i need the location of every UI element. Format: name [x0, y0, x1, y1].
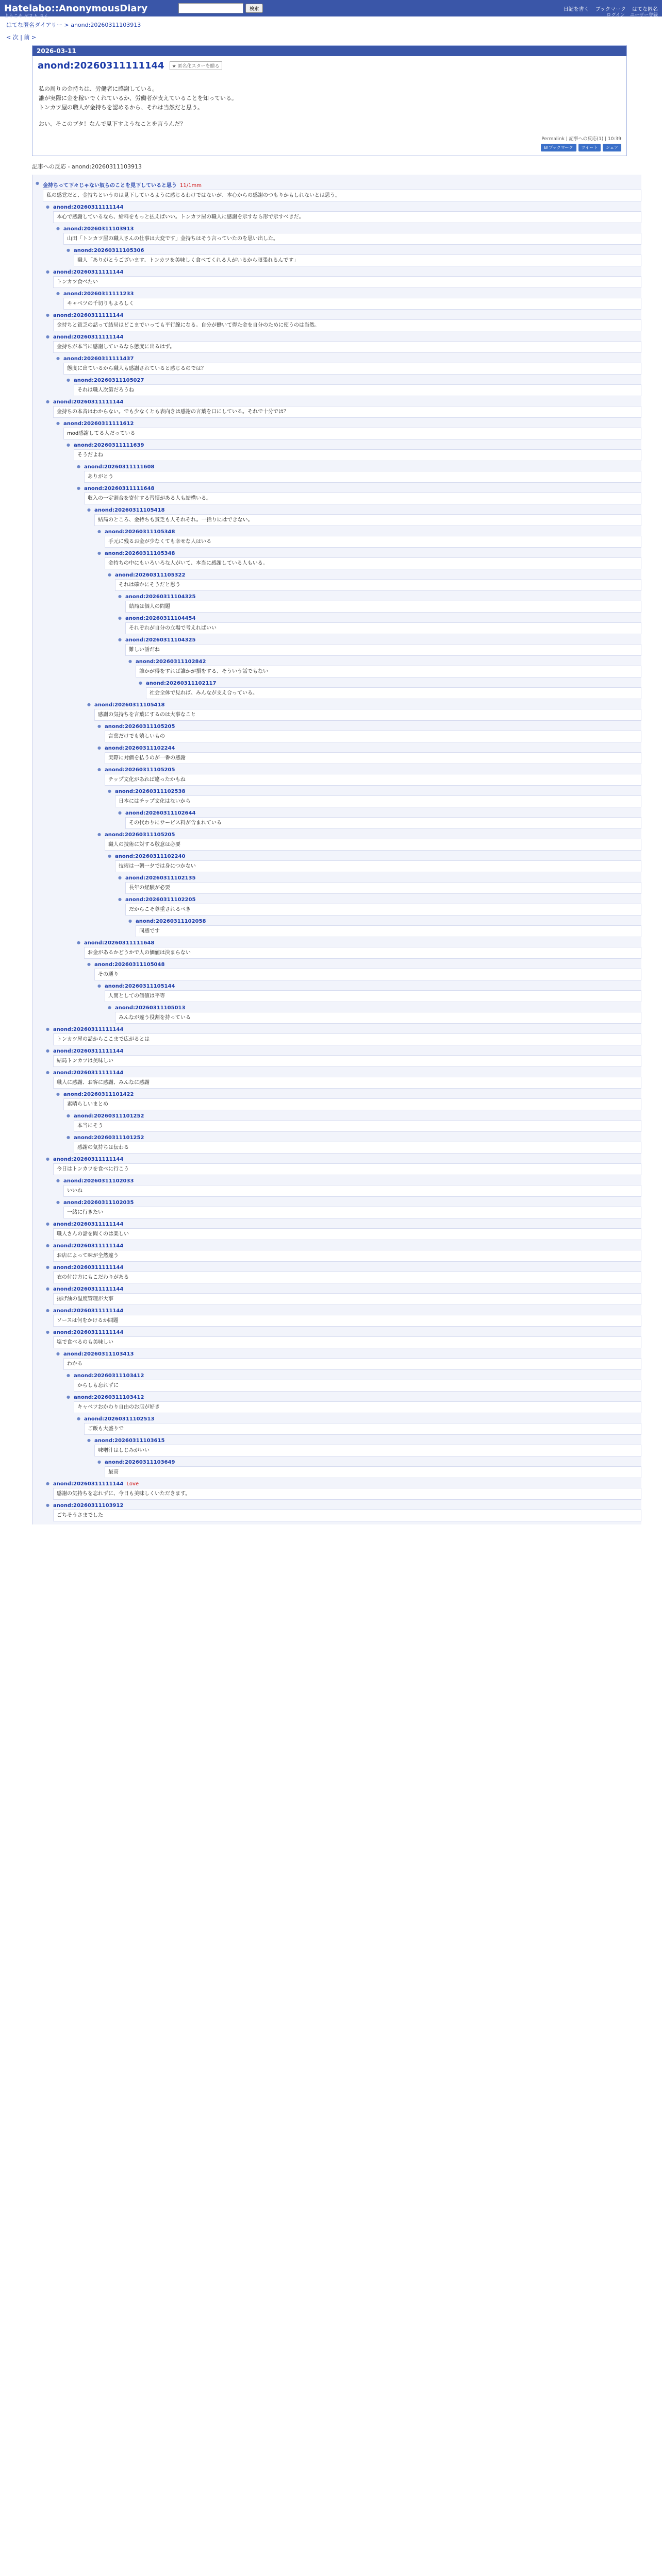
comment-header: [53, 1157, 641, 1162]
entry-body: [32, 75, 626, 134]
search-input[interactable]: [178, 3, 243, 13]
comment-id-link[interactable]: anond:20260311102240: [115, 854, 186, 859]
comment-id-link[interactable]: anond:20260311105322: [115, 572, 186, 578]
comment-header: [63, 421, 641, 427]
comment-body: 長年の経験が必要: [125, 882, 641, 894]
comment-id-link[interactable]: anond:20260311111144: [53, 1157, 124, 1162]
comment-body: 本当にそう: [74, 1120, 641, 1132]
account-links: [606, 11, 658, 18]
comment-body: 実際に対価を払うのが一番の感謝: [105, 752, 641, 764]
comment-id-link[interactable]: 金持ちって下々じゃない奴らのことを見下していると思う: [43, 183, 177, 189]
comment-id-link[interactable]: anond:20260311104325: [125, 594, 196, 600]
comment-body: 最高: [105, 1466, 641, 1478]
comment-item: [94, 832, 641, 851]
top-link-1[interactable]: ブックマーク: [595, 6, 626, 12]
comment-header: [63, 1092, 641, 1097]
entry-line: おい、そこのブタ！なんで見下すようなことを言うんだ？: [39, 121, 186, 127]
comment-body: それぞれが自分の立場で考えればいい: [125, 622, 641, 634]
site-logo[interactable]: Hatelabo::AnonymousDiary: [4, 3, 148, 14]
comment-id-link[interactable]: anond:20260311111437: [63, 356, 134, 362]
comment-id-link[interactable]: anond:20260311102842: [136, 659, 206, 665]
comment-item: [43, 1265, 641, 1283]
comment-item: [94, 1460, 641, 1478]
comment-id-link[interactable]: anond:20260311105348: [105, 551, 175, 556]
comment-badge: Love: [126, 1481, 139, 1487]
comment-item: [125, 919, 641, 937]
comment-id-link[interactable]: anond:20260311111144: [53, 1308, 124, 1314]
comment-header: [74, 1113, 641, 1119]
comment-body: 態度に出ているから職人も感謝されていると感じるのでは？: [63, 363, 641, 375]
comment-body: 職人さんの話を聞くのは楽しい: [53, 1228, 641, 1240]
comment-body: 今日はトンカツを食べに行こう: [53, 1163, 641, 1175]
comment-item: [43, 269, 641, 288]
comment-header: [53, 1308, 641, 1314]
entry-line: トンカツ屋の職人が金持ちを認めるから、それは当然だと思う。: [39, 104, 203, 111]
reactions-heading: 記事への反応 - anond:20260311103913: [32, 163, 142, 170]
comment-header: [63, 1178, 641, 1184]
comment-header: [105, 551, 641, 556]
search-button[interactable]: 検索: [245, 4, 263, 13]
comment-item: [43, 205, 641, 223]
comment-id-link[interactable]: anond:20260311111144: [53, 1243, 124, 1249]
comment-id-link[interactable]: anond:20260311101422: [63, 1092, 134, 1097]
comment-body: mod感謝してる人だっている: [63, 428, 641, 439]
comment-id-link[interactable]: anond:20260311102135: [125, 875, 196, 881]
top-link-0[interactable]: 日記を書く: [563, 6, 589, 12]
bookmark-share-button[interactable]: B!ブックマーク: [541, 144, 576, 151]
comment-header: [63, 356, 641, 362]
comment-header: [53, 1481, 641, 1487]
comment-body: 感謝の気持ちを忘れずに、今日も美味しくいただきます。: [53, 1488, 641, 1500]
comment-header: [53, 399, 641, 405]
comment-id-link[interactable]: anond:20260311111612: [63, 421, 134, 427]
facebook-share-button[interactable]: シェア: [603, 144, 621, 151]
comment-body: お金があるかどうかで人の価値は決まらない: [84, 947, 641, 959]
comment-id-link[interactable]: anond:20260311111144: [53, 1027, 124, 1032]
comment-id-link[interactable]: anond:20260311111648: [84, 940, 155, 946]
comment-id-link[interactable]: anond:20260311105205: [105, 832, 175, 838]
comment-header: [53, 1503, 641, 1509]
comment-body: その通り: [94, 969, 641, 980]
comment-header: [53, 1243, 641, 1249]
comment-header: [84, 486, 641, 492]
comment-item: [43, 1070, 641, 1089]
comment-item: [63, 1373, 641, 1392]
comment-body: ご飯も大盛りで: [84, 1423, 641, 1435]
comment-header: [53, 334, 641, 340]
comment-body: 衣の付け方にもこだわりがある: [53, 1272, 641, 1283]
comment-body: ありがとう: [84, 471, 641, 483]
comment-body: 同感です: [136, 925, 641, 937]
comment-body: 感謝の気持ちを言葉にするのは大事なこと: [94, 709, 641, 721]
comment-id-link[interactable]: anond:20260311105048: [94, 962, 165, 968]
comment-item: [105, 572, 641, 591]
comment-id-link[interactable]: anond:20260311105348: [105, 529, 175, 535]
breadcrumb[interactable]: はてな匿名ダイアリー > anond:20260311103913: [6, 22, 141, 28]
comment-header: [53, 205, 641, 210]
comment-body: 塩で食べるのも美味しい: [53, 1336, 641, 1348]
comment-header: [115, 789, 641, 794]
comment-header: [115, 854, 641, 859]
comment-header: [125, 637, 641, 643]
comment-id-link[interactable]: anond:20260311104325: [125, 637, 196, 643]
comment-header: [84, 940, 641, 946]
comment-body: 結局は個人の問題: [125, 601, 641, 613]
star-button[interactable]: ★ 匿名化スターを贈る: [170, 61, 222, 70]
comment-id-link[interactable]: anond:20260311102058: [136, 919, 206, 924]
comment-item: [74, 1416, 641, 1435]
comment-id-link[interactable]: anond:20260311111144: [53, 1330, 124, 1335]
entry-line: 誰が実際に金を稼いでくれているか、労働者が支えていることを知っている。: [39, 95, 237, 101]
comment-item: [53, 291, 641, 310]
comment-body: 収入の一定割合を寄付する習慣がある人も結構いる。: [84, 493, 641, 504]
comment-body: いいね: [63, 1185, 641, 1197]
comment-body: 手元に残るお金が少なくても幸せな人はいる: [105, 536, 641, 548]
comment-id-link[interactable]: anond:20260311105418: [94, 702, 165, 708]
comment-item: [115, 810, 641, 829]
comment-body: 金持ちが本当に感謝しているなら態度に出るはず。: [53, 341, 641, 353]
comment-body: ごちそうさまでした: [53, 1510, 641, 1521]
comment-item: [53, 1200, 641, 1218]
comment-id-link[interactable]: anond:20260311111639: [74, 443, 144, 448]
comment-body: だからこそ尊重されるべき: [125, 904, 641, 916]
comment-item: [43, 1330, 641, 1348]
entry-date: 2026-03-11: [32, 46, 626, 56]
comment-id-link[interactable]: anond:20260311111144: [53, 399, 124, 405]
comment-body: キャベツおかわり自由のお店が好き: [74, 1401, 641, 1413]
comment-item: [43, 1286, 641, 1305]
comment-item: [43, 334, 641, 353]
comment-body: ソースは何をかけるか問題: [53, 1315, 641, 1327]
entry: [32, 45, 627, 156]
comment-body: 素晴らしいまとめ: [63, 1098, 641, 1110]
comment-body: それは確かにそうだと思う: [115, 579, 641, 591]
signup-link[interactable]: ユーザー登録: [630, 13, 658, 18]
comment-id-link[interactable]: anond:20260311111144: [53, 1048, 124, 1054]
comment-id-link[interactable]: anond:20260311105306: [74, 248, 144, 253]
comment-item: [105, 1005, 641, 1024]
comment-body: 金持ちと貧乏の話って結局はどこまでいっても平行線になる。自分が働いて得た金を自分のために使うのは当然。: [53, 319, 641, 331]
comment-body: チップ文化があれば違ったかもね: [105, 774, 641, 786]
comment-id-link[interactable]: anond:20260311111144: [53, 1481, 124, 1487]
comment-header: [43, 181, 641, 189]
comment-body: 結局トンカツは美味しい: [53, 1055, 641, 1067]
comment-header: [63, 1351, 641, 1357]
comment-header: [136, 919, 641, 924]
comment-body: トンカツ屋の話からここまで広がるとは: [53, 1033, 641, 1045]
comment-header: [125, 616, 641, 621]
comment-id-link[interactable]: anond:20260311105205: [105, 724, 175, 730]
welcome-text: ようこそ ゲスト さん: [4, 14, 49, 19]
comment-id-link[interactable]: anond:20260311103912: [53, 1503, 124, 1509]
comment-body: 職人の技術に対する敬意は必要: [105, 839, 641, 851]
comment-body: 味噌汁はしじみがいい: [94, 1445, 641, 1456]
comment-header: [53, 1330, 641, 1335]
comment-item: [74, 486, 641, 504]
comment-body: お店によって味が全然違う: [53, 1250, 641, 1262]
comment-header: [63, 291, 641, 297]
comment-id-link[interactable]: anond:20260311111144: [53, 1070, 124, 1076]
comment-id-link[interactable]: anond:20260311103615: [94, 1438, 165, 1444]
entry-line: 私の周りの金持ちは、労働者に感謝している。: [39, 86, 158, 92]
entry-title[interactable]: anond:20260311111144: [38, 60, 164, 71]
comment-id-link[interactable]: anond:20260311111144: [53, 1265, 124, 1270]
comment-item: [74, 464, 641, 483]
comment-body: トンカツ食べたい: [53, 276, 641, 288]
comment-body: 私の感覚だと、金持ちというのは見下しているように感じるわけではないが、本心からの感謝のつもりかもしれないとは思う。: [43, 190, 641, 201]
comment-item: [115, 616, 641, 634]
comment-header: [146, 681, 641, 686]
comment-body: わかる: [63, 1358, 641, 1370]
comment-item: [53, 226, 641, 245]
comment-thread: [32, 175, 641, 1524]
comment-header: [53, 269, 641, 275]
comment-item: [74, 940, 641, 959]
comment-header: [105, 767, 641, 773]
comment-item: [63, 1395, 641, 1413]
comment-item: [63, 1113, 641, 1132]
comment-body: 職人「ありがとうございます。トンカツを美味しく食べてくれる人がいるから頑張れるんです」: [74, 255, 641, 266]
comment-item: [115, 897, 641, 916]
comment-item: [84, 962, 641, 980]
comment-item: [43, 1243, 641, 1262]
comment-header: [63, 226, 641, 232]
comment-item: [105, 854, 641, 872]
comment-id-link[interactable]: anond:20260311105013: [115, 1005, 186, 1011]
comment-id-link[interactable]: anond:20260311105418: [94, 507, 165, 513]
comment-body: みんなが違う役割を持っている: [115, 1012, 641, 1024]
login-link[interactable]: ログイン: [606, 13, 625, 18]
comment-item: [84, 1438, 641, 1456]
comment-header: [125, 897, 641, 903]
comment-item: [94, 724, 641, 742]
comment-item: [43, 1027, 641, 1045]
comment-header: [105, 724, 641, 730]
comment-item: [63, 1135, 641, 1154]
comment-id-link[interactable]: anond:20260311111144: [53, 313, 124, 318]
comment-header: [74, 443, 641, 448]
comment-item: [63, 378, 641, 396]
comment-item: [43, 1503, 641, 1521]
entry-title-row: [32, 56, 626, 75]
comment-id-link[interactable]: anond:20260311102538: [115, 789, 186, 794]
comment-id-link[interactable]: anond:20260311111608: [84, 464, 155, 470]
comment-header: [125, 875, 641, 881]
comment-item: [43, 1308, 641, 1327]
comment-body: 技術は一朝一夕では身につかない: [115, 860, 641, 872]
comment-body: 言葉だけでも嬉しいもの: [105, 731, 641, 742]
comment-item: [53, 1351, 641, 1370]
search-area: [178, 3, 263, 13]
comment-header: [94, 962, 641, 968]
comment-header: [84, 464, 641, 470]
comment-header: [105, 1460, 641, 1465]
comment-id-link[interactable]: anond:20260311102244: [105, 745, 175, 751]
comment-item: [115, 637, 641, 656]
comment-id-link[interactable]: anond:20260311105144: [105, 984, 175, 989]
comment-item: [105, 789, 641, 807]
comment-header: [94, 1438, 641, 1444]
comment-id-link[interactable]: anond:20260311102644: [125, 810, 196, 816]
comment-id-link[interactable]: anond:20260311111144: [53, 205, 124, 210]
comment-header: [105, 745, 641, 751]
comment-item: [32, 181, 641, 201]
comment-item: [63, 248, 641, 266]
comment-id-link[interactable]: anond:20260311103412: [74, 1373, 144, 1379]
comment-id-link[interactable]: anond:20260311102205: [125, 897, 196, 903]
comment-id-link[interactable]: anond:20260311102117: [146, 681, 217, 686]
comment-header: [53, 1286, 641, 1292]
comment-body: 揚げ油の温度管理が大事: [53, 1293, 641, 1305]
comment-header: [125, 594, 641, 600]
comment-item: [53, 356, 641, 375]
comment-header: [53, 1027, 641, 1032]
comment-body: 本心で感謝しているなら、給料をもっと払えばいい。トンカツ屋の職人に感謝を示すなら形で示すべきだ。: [53, 211, 641, 223]
comment-body: キャベツの千切りもよろしく: [63, 298, 641, 310]
comment-item: [63, 443, 641, 461]
comment-id-link[interactable]: anond:20260311103413: [63, 1351, 134, 1357]
comment-body: その代わりにサービス料が含まれている: [125, 817, 641, 829]
comment-body: 感謝の気持ちは伝わる: [74, 1142, 641, 1154]
comment-body: 山田「トンカツ屋の職人さんの仕事は大変です」金持ちはそう言っていたのを思い出した。: [63, 233, 641, 245]
comment-body: からしも忘れずに: [74, 1380, 641, 1392]
comment-item: [94, 745, 641, 764]
comment-item: [43, 1048, 641, 1067]
entry-footer[interactable]: Permalink | 記事への反応(1) | 10:39: [541, 137, 621, 142]
comment-item: [43, 399, 641, 418]
comment-item: [115, 594, 641, 613]
comment-body: 人間としての価値は平等: [105, 990, 641, 1002]
comment-item: [43, 313, 641, 331]
comment-header: [105, 832, 641, 838]
comment-header: [63, 1200, 641, 1206]
comment-item: [136, 681, 641, 699]
comment-header: [74, 1135, 641, 1141]
comment-body: 誰かが得をすれば誰かが損をする、そういう話でもない: [136, 666, 641, 677]
comment-header: [125, 810, 641, 816]
comment-item: [84, 507, 641, 526]
comment-id-link[interactable]: anond:20260311105027: [74, 378, 144, 383]
comment-header: [74, 378, 641, 383]
comment-header: [94, 702, 641, 708]
comment-id-link[interactable]: anond:20260311101252: [74, 1135, 144, 1141]
comment-item: [125, 659, 641, 677]
comment-body: 日本にはチップ文化はないから: [115, 795, 641, 807]
comment-item: [53, 1178, 641, 1197]
top-bar: [0, 0, 662, 19]
comment-header: [53, 1070, 641, 1076]
comment-header: [115, 572, 641, 578]
comment-header: [74, 248, 641, 253]
comment-item: [94, 529, 641, 548]
comment-id-link[interactable]: anond:20260311111233: [63, 291, 134, 297]
comment-id-link[interactable]: anond:20260311105205: [105, 767, 175, 773]
comment-header: [53, 1222, 641, 1227]
comment-item: [43, 1481, 641, 1500]
comment-item: [94, 984, 641, 1002]
comment-item: [43, 1157, 641, 1175]
comment-item: [43, 1222, 641, 1240]
tweet-button[interactable]: ツイート: [578, 144, 601, 151]
comment-id-link[interactable]: anond:20260311111144: [53, 334, 124, 340]
comment-header: [94, 507, 641, 513]
top-link-2[interactable]: はてな匿名: [632, 6, 658, 12]
comment-id-link[interactable]: anond:20260311103649: [105, 1460, 175, 1465]
comment-id-link[interactable]: anond:20260311102033: [63, 1178, 134, 1184]
comment-id-link[interactable]: anond:20260311111144: [53, 1286, 124, 1292]
comment-body: 結局のところ、金持ちも貧乏も人それぞれ。一括りにはできない。: [94, 514, 641, 526]
comment-id-link[interactable]: anond:20260311103412: [74, 1395, 144, 1400]
comment-header: [105, 529, 641, 535]
comment-item: [94, 551, 641, 569]
comment-header: [84, 1416, 641, 1422]
comment-id-link[interactable]: anond:20260311111144: [53, 1222, 124, 1227]
comment-id-link[interactable]: anond:20260311111648: [84, 486, 155, 492]
comment-header: [74, 1373, 641, 1379]
comment-item: [84, 702, 641, 721]
entry-nav[interactable]: < 次 | 前 >: [6, 34, 37, 41]
comment-header: [53, 1265, 641, 1270]
comment-body: そうだよね: [74, 449, 641, 461]
comment-body: 金持ちの本音はわからない。でも少なくとも表向きは感謝の言葉を口にしている。それで十分では？: [53, 406, 641, 418]
comment-body: 一緒に行きたい: [63, 1207, 641, 1218]
comment-id-link[interactable]: anond:20260311102513: [84, 1416, 155, 1422]
comment-header: [53, 313, 641, 318]
comment-item: [53, 421, 641, 439]
comment-id-link[interactable]: anond:20260311104454: [125, 616, 196, 621]
comment-item: [53, 1092, 641, 1110]
comment-id-link[interactable]: anond:20260311111144: [53, 269, 124, 275]
comment-body: 難しい話だね: [125, 644, 641, 656]
comment-badge: 11/1mm: [180, 183, 202, 189]
comment-body: それは職人次第だろうね: [74, 384, 641, 396]
comment-id-link[interactable]: anond:20260311103913: [63, 226, 134, 232]
comment-header: [115, 1005, 641, 1011]
comment-body: 職人に感謝、お客に感謝、みんなに感謝: [53, 1077, 641, 1089]
comment-header: [136, 659, 641, 665]
comment-item: [115, 875, 641, 894]
comment-id-link[interactable]: anond:20260311102035: [63, 1200, 134, 1206]
comment-body: 社会全体で見れば、みんなが支え合っている。: [146, 687, 641, 699]
comment-id-link[interactable]: anond:20260311101252: [74, 1113, 144, 1119]
comment-item: [94, 767, 641, 786]
comment-header: [53, 1048, 641, 1054]
comment-header: [105, 984, 641, 989]
comment-header: [74, 1395, 641, 1400]
comment-body: 金持ちの中にもいろいろな人がいて、本当に感謝している人もいる。: [105, 557, 641, 569]
share-buttons: [32, 143, 626, 156]
